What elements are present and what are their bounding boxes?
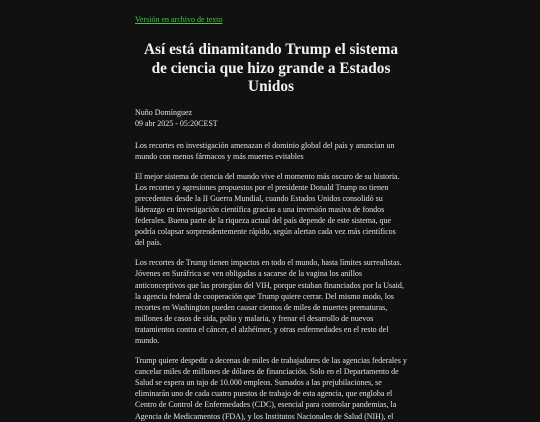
article-meta bbox=[135, 107, 407, 129]
article-title: Así está dinamitando Trump el sistema de ciencia que hizo grande a Estados Unidos bbox=[144, 41, 398, 95]
text-version-link[interactable]: Versión en archivo de texto bbox=[135, 15, 223, 24]
publish-datetime: 09 abr 2025 - 05:20CEST bbox=[135, 118, 218, 128]
article-column bbox=[135, 9, 407, 422]
article-paragraph: Los recortes de Trump tienen impactos en todo el mundo, hasta límites surrealistas. Jóvenes en Suráfrica se ven obligadas a sacarse de la vagina los anillos anticonceptivos que las protegían del VIH, porque estaban financiados por la Usaid, la agencia federal de cooperación que Trump quiere cerrar. Del mismo modo, los recortes en Washington pueden causar cientos de miles de muertes prematuras, millones de casos de sida, polio y malaria, y frenar el desarrollo de nuevos tratamientos contra el cáncer, el alzhéimer, y otras enfermedades en el resto del mundo. bbox=[135, 258, 404, 345]
article-lead: Los recortes en investigación amenazan el dominio global del país y anuncian un mundo con menos fármacos y más muertes evitables bbox=[135, 140, 395, 161]
author-name: Nuño Domínguez bbox=[135, 107, 193, 117]
article-paragraph: Trump quiere despedir a decenas de miles de trabajadores de las agencias federales y cancelar miles de millones de dólares de financiación. Solo en el Departamento de Salud se espera un tajo de 10.000 empleos. Sumados a las prejubilaciones, se eliminarán uno de cada cuatro puestos de trabajo de esta agencia, que engloba el Centro de Control de Enfermedades (CDC), esencial para controlar pandemias, la Agencia de Medicamentos (FDA), y los Institutos Nacionales de Salud (NIH), el bbox=[135, 356, 407, 421]
article-paragraph: El mejor sistema de ciencia del mundo vive el momento más oscuro de su historia. Los recortes y agresiones propuestos por el presidente Donald Trump no tienen precedentes desde la II Guerra Mundial, cuando Estados Unidos consolidó su liderazgo en investigación científica gracias a una inversión masiva de fondos federales. Buena parte de la riqueza actual del país depende de este sistema, que podría colapsar sorprendentemente rápido, según alertan cada vez más científicos del país. bbox=[135, 171, 400, 248]
